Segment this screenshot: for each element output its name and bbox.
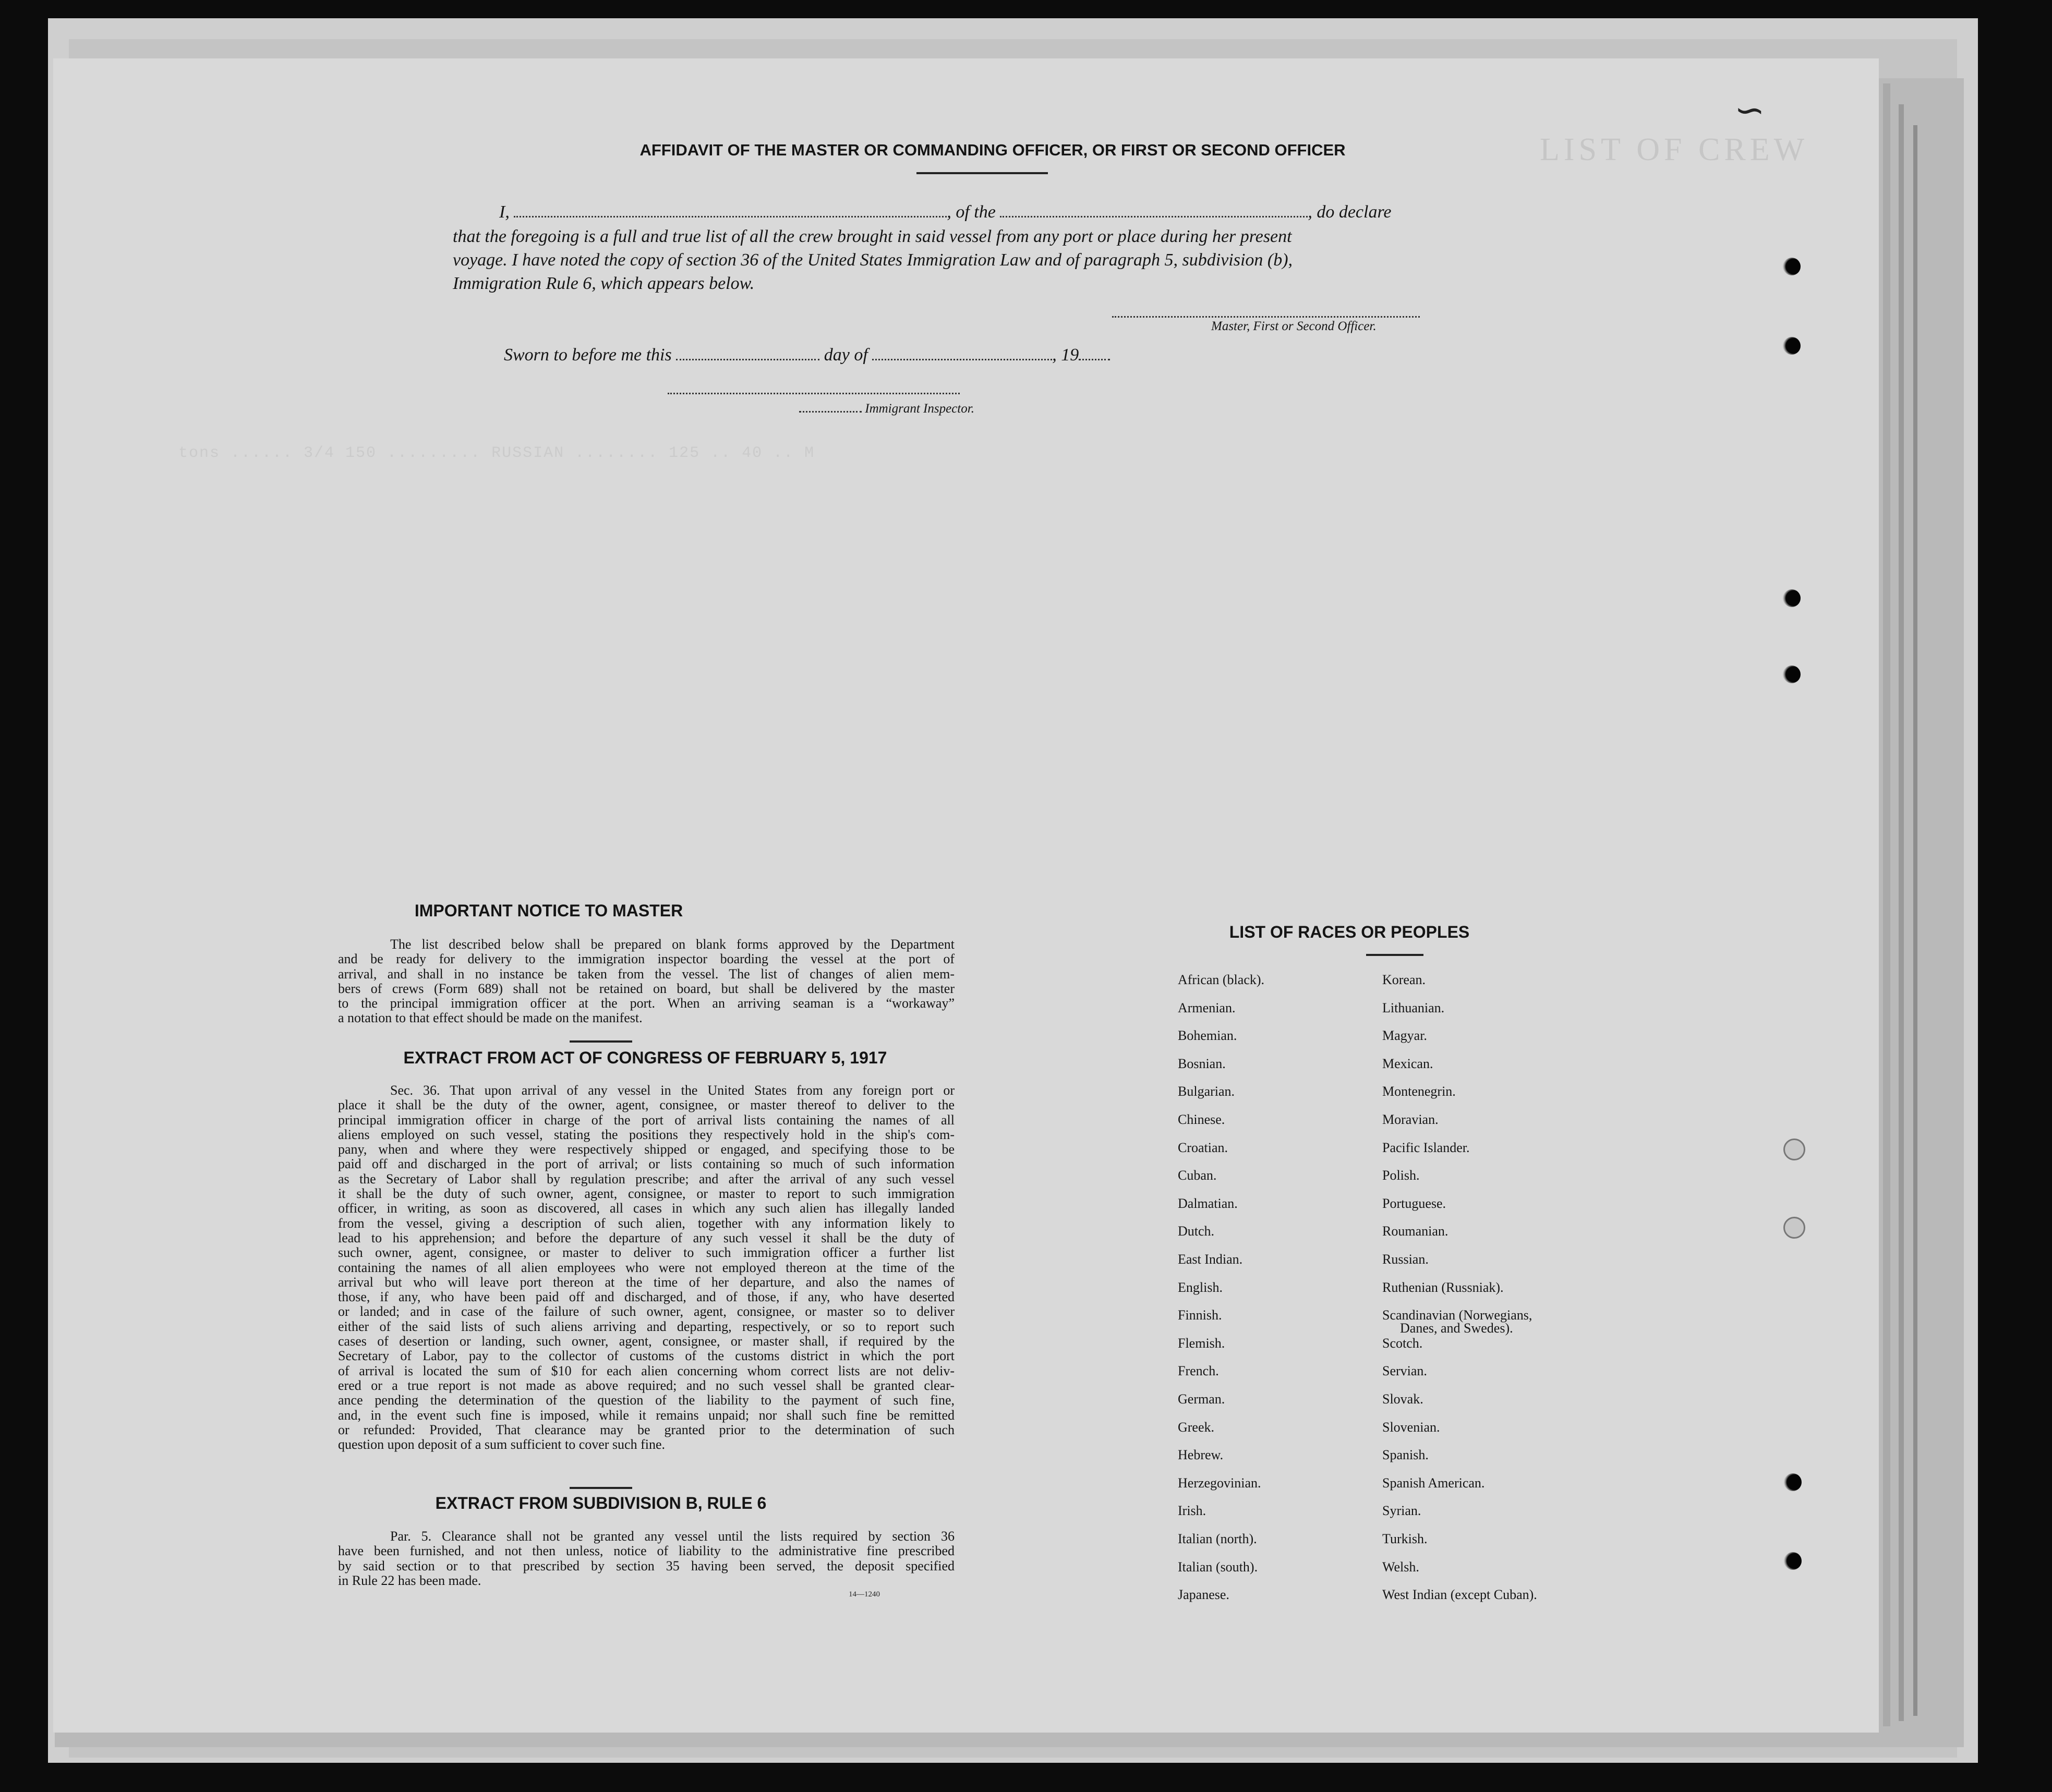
text-line: lead to his apprehension; and before the departure of any such vessel it shall be the duty of xyxy=(338,1230,955,1245)
race-item: Greek. xyxy=(1178,1419,1215,1435)
race-item: Dutch. xyxy=(1178,1224,1215,1239)
inspector-label: Immigrant Inspector. xyxy=(799,402,974,416)
text-line: arrival but who will leave port thereon at the time of her departure, and also the names of xyxy=(338,1274,955,1290)
text-line: place it shall be the duty of the owner, agent, consignee, or master thereof to deliver to the xyxy=(338,1097,955,1113)
text-line: such owner, agent, consignee, or master to deliver to such immigration officer a further list xyxy=(338,1245,955,1261)
binder-hole xyxy=(1783,589,1801,607)
race-item: Bulgarian. xyxy=(1178,1084,1235,1099)
binder-hole xyxy=(1783,665,1801,683)
day-blank[interactable] xyxy=(676,357,819,360)
race-item: Italian (south). xyxy=(1178,1559,1258,1575)
race-item: Irish. xyxy=(1178,1503,1206,1519)
race-item: Flemish. xyxy=(1178,1335,1225,1351)
race-item: Cuban. xyxy=(1178,1168,1217,1183)
race-item: English. xyxy=(1178,1279,1223,1295)
race-item: Bosnian. xyxy=(1178,1056,1226,1071)
race-item: Russian. xyxy=(1382,1252,1429,1267)
text-line: of arrival is located the sum of $10 for each alien concerning whom correct lists are not deliv- xyxy=(338,1363,955,1378)
race-item: Japanese. xyxy=(1178,1587,1229,1603)
race-item: Polish. xyxy=(1382,1168,1420,1183)
affidavit-line-1: I, , of the , do declare xyxy=(499,202,1392,222)
text-line: Sec. 36. That upon arrival of any vessel in the United States from any foreign port or xyxy=(390,1083,955,1098)
race-item: Hebrew. xyxy=(1178,1447,1224,1463)
text-line: ered or a true report is not made as above required; and no such vessel shall be granted clear- xyxy=(338,1377,955,1393)
text-line: either of the said lists of such aliens arriving and departing, respectively, or so to report such xyxy=(338,1318,955,1334)
text-line: cases of desertion or landing, such owner, agent, consignee, or master shall, if required by the xyxy=(338,1334,955,1349)
sworn-line: Sworn to before me this day of , 19 xyxy=(504,345,1110,365)
race-item: Syrian. xyxy=(1382,1503,1421,1519)
race-item: Moravian. xyxy=(1382,1112,1439,1127)
month-blank[interactable] xyxy=(872,357,1052,360)
affidavit-line-3: voyage. I have noted the copy of section 36 of the United States Immigration Law and of paragraph 5, subdivision (b), xyxy=(453,250,1293,270)
act-extract-text xyxy=(338,1083,955,1452)
binder-hole xyxy=(1783,1217,1805,1239)
ghost-heading: LIST OF CREW xyxy=(1540,132,1809,167)
divider xyxy=(570,1040,632,1043)
text-line: arrival, and shall in no instance be taken from the vessel. The list of changes of alien mem- xyxy=(338,966,955,982)
race-item: French. xyxy=(1178,1363,1219,1379)
text-line: or refunded: Provided, That clearance may be granted prior to the determination of such xyxy=(338,1422,955,1437)
name-blank[interactable] xyxy=(514,214,947,217)
race-item: Bohemian. xyxy=(1178,1028,1237,1044)
text-line: and be ready for delivery to the immigration inspector boarding the vessel at the port of xyxy=(338,951,955,967)
text-line: and, in the event such fine is imposed, while it remains unpaid; nor shall such fine be remitted xyxy=(338,1407,955,1423)
race-item: Lithuanian. xyxy=(1382,1000,1445,1015)
text-line: from the vessel, giving a description of such alien, together with any information likely to xyxy=(338,1215,955,1231)
race-item: Armenian. xyxy=(1178,1000,1236,1015)
race-item: Scandinavian (Norwegians, xyxy=(1382,1307,1532,1323)
form-number: 14—1240 xyxy=(849,1590,880,1599)
text-line: paid off and discharged in the port of arrival; or lists containing so much of such information xyxy=(338,1156,955,1172)
text-line: principal immigration officer in charge of the port of arrival lists containing the names of all xyxy=(338,1112,955,1128)
race-item: Herzegovinian. xyxy=(1178,1475,1261,1491)
race-item: Magyar. xyxy=(1382,1028,1427,1044)
act-extract-title: EXTRACT FROM ACT OF CONGRESS OF FEBRUARY 5, 1917 xyxy=(403,1048,887,1067)
pencil-mark: ∽ xyxy=(1734,91,1765,131)
text-line: Secretary of Labor, pay to the collector of customs of the customs district in which the port xyxy=(338,1348,955,1364)
page-edge xyxy=(1883,83,1890,1726)
text-line: containing the names of all alien employees who were not employed thereon at the time of the xyxy=(338,1260,955,1275)
divider xyxy=(1366,954,1423,956)
divider xyxy=(916,172,1048,174)
race-item: German. xyxy=(1178,1391,1225,1407)
notice-text xyxy=(338,937,955,1026)
text-line: officer, in writing, as soon as discovered, all cases in which any such alien has illegally landed xyxy=(338,1201,955,1216)
text-line: question upon deposit of a sum sufficient to cover such fine. xyxy=(338,1437,666,1452)
text-line: The list described below shall be prepared on blank forms approved by the Department xyxy=(390,937,955,952)
inspector-signature-blank[interactable] xyxy=(668,391,960,394)
race-item: East Indian. xyxy=(1178,1252,1243,1267)
divider xyxy=(570,1487,632,1489)
binder-hole xyxy=(1783,1139,1805,1160)
document-page: AFFIDAVIT OF THE MASTER OR COMMANDING OFFICER, OR FIRST OR SECOND OFFICER I, , of the , do declare that the foregoing is a full and true list of all the crew brought in said vessel from any port or place during her present voyage. I have noted the copy of section 36 of the United States Immigration Law and of paragraph 5, subdivision (b), Immigration Rule 6, which appears below. Master, First or Second Officer. Sworn to before me this day of , 19 Immigrant Inspector. IMPORTANT NOTICE TO MASTER The list described below shall be prepared on blank forms approved by the Department and be ready for delivery to the immigration inspector boarding the vessel at the port of arrival, and shall in no instance be taken from the vessel. The list of changes of alien mem- bers of crews (Form 689) shall not be retained on board, but shall be delivered by the master to the principal immigration officer at the port. When an arriving seaman is a “workaway” a notation to that effect should be made on the manifest. EXTRACT FROM ACT OF CONGRESS OF FEBRUARY 5, 1917 Sec. 36. That upon arrival of any vessel in the United States from any foreign port or place it shall be the duty of the owner, agent, consignee, or master thereof to deliver to the principal immigration officer in charge of the port of arrival lists containing the names of all aliens employed on such vessel, stating the positions they respectively hold in the ship's com- pany, when and where they were respectively shipped or engaged, and specifying those to be paid off and discharged in the port of arrival; or lists containing so much of such information as the Secretary of Labor shall by regulation prescribe; and after the arrival of any such vessel it shall be the duty of such owner, agent, consignee, or master to report to such immigration officer, in writing, as soon as discovered, all cases in which any such alien has illegally landed from the vessel, giving a description of such alien, together with any information likely to lead to his apprehension; and before the departure of any such vessel it shall be the duty of such owner, agent, consignee, or master to deliver to such immigration officer a further list containing the names of all alien employees who were not employed thereon at the time of the arrival but who will leave port thereon at the time of her departure, and also the names of those, if any, who have been paid off and discharged, and of those, if any, who have deserted or landed; and in case of the failure of such owner, agent, consignee, or master so to deliver either of the said lists of such aliens arriving and departing, respectively, or so to report such cases of desertion or landing, such owner, agent, consignee, or master shall, if required by the Secretary of Labor, pay to the collector of customs of the customs district in which the port of arrival is located the sum of $10 for each alien concerning whom correct lists are not deliv- ered or a true report is not made as above required; and no such vessel shall be granted clear- ance pending the determination of the question of the liability to the payment of such fine, and, in the event such fine is imposed, while it remains unpaid; nor shall such fine be remitted or refunded: Provided, That clearance may be granted prior to the determination of such question upon deposit of a sum sufficient to cover such fine. EXTRACT FROM SUBDIVISION B, RULE 6 Par. 5. Clearance shall not be granted any vessel until the lists required by section 36 have been furnished, and not then unless, notice of liability to the administrative fine prescribed by said section or to that prescribed by section 35 having been served, the deposit specified in Rule 22 has been made. 14—1240 LIST OF RACES OR PEOPLES African (black). Armenian. Bohemian. Bosnian. Bulgarian. Chinese. Croatian. Cuban. Dalmatian. Dutch. East Indian. English. Finnish. Flemish. French. German. Greek. Hebrew. Herzegovinian. Irish. Italian (north). Italian (south). Japanese. Korean. Lithuanian. Magyar. Mexican. Montenegrin. Moravian. Pacific Islander. Polish. Portuguese. Roumanian. Russian. Ruthenian (Russniak). Scandinavian (Norwegians, Scotch. Servian. Slovak. Slovenian. Spanish. Spanish American. Syrian. Turkish. Welsh. West Indian (except Cuban). Danes, and Swedes). tons ...... 3/4 150 ......... RUSSIAN ........ 125 .. 40 .. M LIST OF CREW xyxy=(53,58,1879,1733)
race-item-continuation: Danes, and Swedes). xyxy=(1400,1321,1513,1336)
signature-blank[interactable] xyxy=(1112,314,1420,318)
race-item: African (black). xyxy=(1178,972,1265,987)
page-edge xyxy=(1899,104,1904,1721)
affidavit-line-4: Immigration Rule 6, which appears below. xyxy=(453,274,755,293)
binder-hole xyxy=(1784,1552,1802,1570)
race-item: Pacific Islander. xyxy=(1382,1140,1470,1155)
text-line: in Rule 22 has been made. xyxy=(338,1572,481,1588)
text-line: have been furnished, and not then unless, notice of liability to the administrative fine prescribed xyxy=(338,1543,955,1559)
race-item: Finnish. xyxy=(1178,1307,1222,1323)
year-blank[interactable] xyxy=(1079,357,1110,360)
text-line: ance pending the determination of the question of the liability to the payment of such fine, xyxy=(338,1393,955,1408)
race-item: Servian. xyxy=(1382,1363,1427,1379)
race-item: Korean. xyxy=(1382,972,1426,987)
text-line: it shall be the duty of such owner, agent, consignee, or master to report to such immigration xyxy=(338,1186,955,1202)
affidavit-title: AFFIDAVIT OF THE MASTER OR COMMANDING OFFICER, OR FIRST OR SECOND OFFICER xyxy=(639,141,1346,159)
races-column-2 xyxy=(1382,972,1653,1650)
race-item: West Indian (except Cuban). xyxy=(1382,1587,1537,1603)
rule-extract-text xyxy=(338,1529,955,1588)
text-line: to the principal immigration officer at the port. When an arriving seaman is a “workaway” xyxy=(338,996,955,1011)
rule-extract-title: EXTRACT FROM SUBDIVISION B, RULE 6 xyxy=(435,1494,767,1512)
text-line: Par. 5. Clearance shall not be granted any vessel until the lists required by section 36 xyxy=(390,1529,955,1544)
race-item: Montenegrin. xyxy=(1382,1084,1456,1099)
binder-hole xyxy=(1783,337,1801,355)
race-item: Croatian. xyxy=(1178,1140,1228,1155)
races-title: LIST OF RACES OR PEOPLES xyxy=(1229,923,1470,941)
text-line: as the Secretary of Labor shall by regulation prescribe; and after the arrival of any such vessel xyxy=(338,1171,955,1186)
text-line: aliens employed on such vessel, stating the positions they respectively hold in the ship's com- xyxy=(338,1127,955,1142)
vessel-blank[interactable] xyxy=(1000,214,1308,217)
text-line: a notation to that effect should be made on the manifest. xyxy=(338,1010,643,1026)
race-item: Turkish. xyxy=(1382,1531,1428,1546)
signature-label: Master, First or Second Officer. xyxy=(1211,319,1377,333)
text-line: bers of crews (Form 689) shall not be retained on board, but shall be delivered by the master xyxy=(338,980,955,996)
race-item: Slovenian. xyxy=(1382,1419,1440,1435)
race-item: Italian (north). xyxy=(1178,1531,1257,1546)
notice-title: IMPORTANT NOTICE TO MASTER xyxy=(414,901,683,920)
affidavit-line-2: that the foregoing is a full and true list of all the crew brought in said vessel from any port or place during her present xyxy=(453,227,1292,246)
binder-hole xyxy=(1783,258,1801,275)
binder-hole xyxy=(1784,1473,1802,1491)
race-item: Ruthenian (Russniak). xyxy=(1382,1279,1504,1295)
text-line: by said section or to that prescribed by section 35 having been served, the deposit specified xyxy=(338,1558,955,1573)
race-item: Chinese. xyxy=(1178,1112,1225,1127)
race-item: Roumanian. xyxy=(1382,1224,1449,1239)
race-item: Spanish. xyxy=(1382,1447,1429,1463)
text-line: or landed; and in case of the failure of such owner, agent, consignee, or master so to deliver xyxy=(338,1304,955,1319)
race-item: Mexican. xyxy=(1382,1056,1433,1071)
race-item: Dalmatian. xyxy=(1178,1195,1238,1211)
page-edge xyxy=(1913,125,1917,1716)
race-item: Welsh. xyxy=(1382,1559,1419,1575)
text-line: those, if any, who have been paid off and discharged, and of those, if any, who have deserted xyxy=(338,1289,955,1305)
race-item: Spanish American. xyxy=(1382,1475,1485,1491)
race-item: Slovak. xyxy=(1382,1391,1423,1407)
text-line: pany, when and where they were respectively shipped or engaged, and specifying those to be xyxy=(338,1142,955,1157)
race-item: Scotch. xyxy=(1382,1335,1423,1351)
race-item: Portuguese. xyxy=(1382,1195,1446,1211)
